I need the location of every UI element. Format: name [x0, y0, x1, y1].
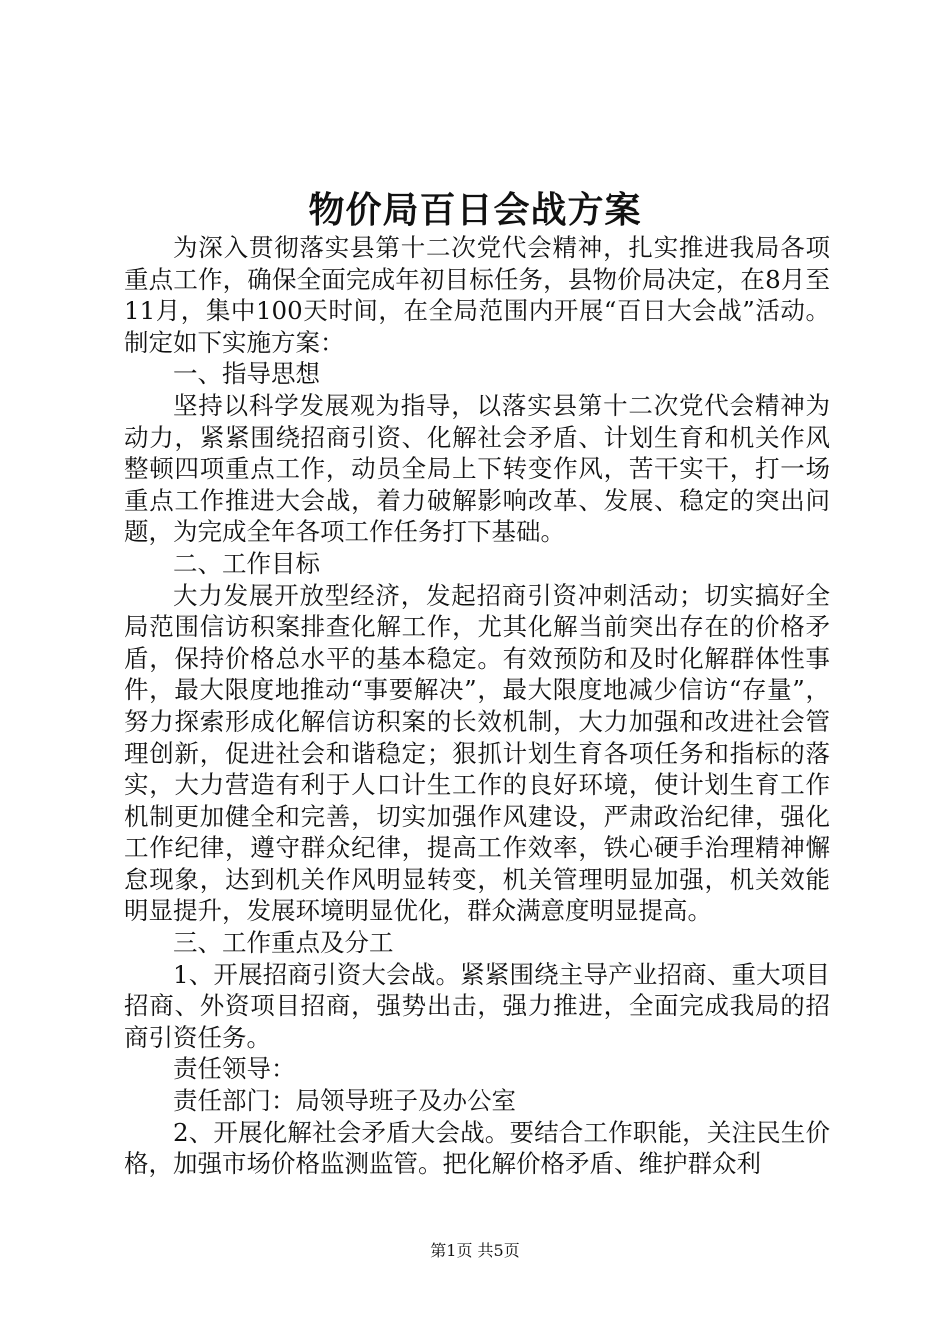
intro-paragraph: 为深入贯彻落实县第十二次党代会精神，扎实推进我局各项重点工作，确保全面完成年初目标任务，县物价局决定，在8月至11月，集中100天时间，在全局范围内开展“百日大会战”活动。制定如下实施方案：	[124, 233, 830, 357]
responsible-department-line: 责任部门：局领导班子及办公室	[173, 1086, 516, 1116]
document-title: 物价局百日会战方案	[308, 189, 642, 231]
work-goals-paragraph: 大力发展开放型经济，发起招商引资冲刺活动；切实搞好全局范围信访积案排查化解工作，尤其化解当前突出存在的价格矛盾，保持价格总水平的基本稳定。有效预防和及时化解群体性事件，最大限度地推动“事要解决”，最大限度地减少信访“存量”，努力探索形成化解信访积案的长效机制，大力加强和改进社会管理创新，促进社会和谐稳定；狠抓计划生育各项任务和指标的落实，大力营造有利于人口计生工作的良好环境，使计划生育工作机制更加健全和完善，切实加强作风建设，严肃政治纪律，强化工作纪律，遵守群众纪律，提高工作效率，铁心硬手治理精神懈怠现象，达到机关作风明显转变，机关管理明显加强，机关效能明显提升，发展环境明显优化，群众满意度明显提高。	[124, 580, 830, 926]
section-heading-work-goals: 二、工作目标	[173, 548, 320, 578]
guiding-ideology-paragraph: 坚持以科学发展观为指导，以落实县第十二次党代会精神为动力，紧紧围绕招商引资、化解社会矛盾、计划生育和机关作风整顿四项重点工作，动员全局上下转变作风，苦干实干，打一场重点工作推进大会战，着力破解影响改革、发展、稳定的突出问题，为完成全年各项工作任务打下基础。	[124, 390, 830, 547]
document-body	[124, 232, 830, 1180]
page-number-footer: 第1页 共5页	[430, 1241, 520, 1260]
social-conflict-campaign-paragraph: 2、开展化解社会矛盾大会战。要结合工作职能，关注民生价格，加强市场价格监测监管。把化解价格矛盾、维护群众利	[124, 1117, 830, 1179]
section-heading-work-focus: 三、工作重点及分工	[173, 928, 394, 958]
investment-campaign-paragraph: 1、开展招商引资大会战。紧紧围绕主导产业招商、重大项目招商、外资项目招商，强势出击，强力推进，全面完成我局的招商引资任务。	[124, 959, 830, 1052]
section-heading-guiding-ideology: 一、指导思想	[173, 359, 320, 389]
responsible-leader-line: 责任领导：	[173, 1054, 296, 1084]
